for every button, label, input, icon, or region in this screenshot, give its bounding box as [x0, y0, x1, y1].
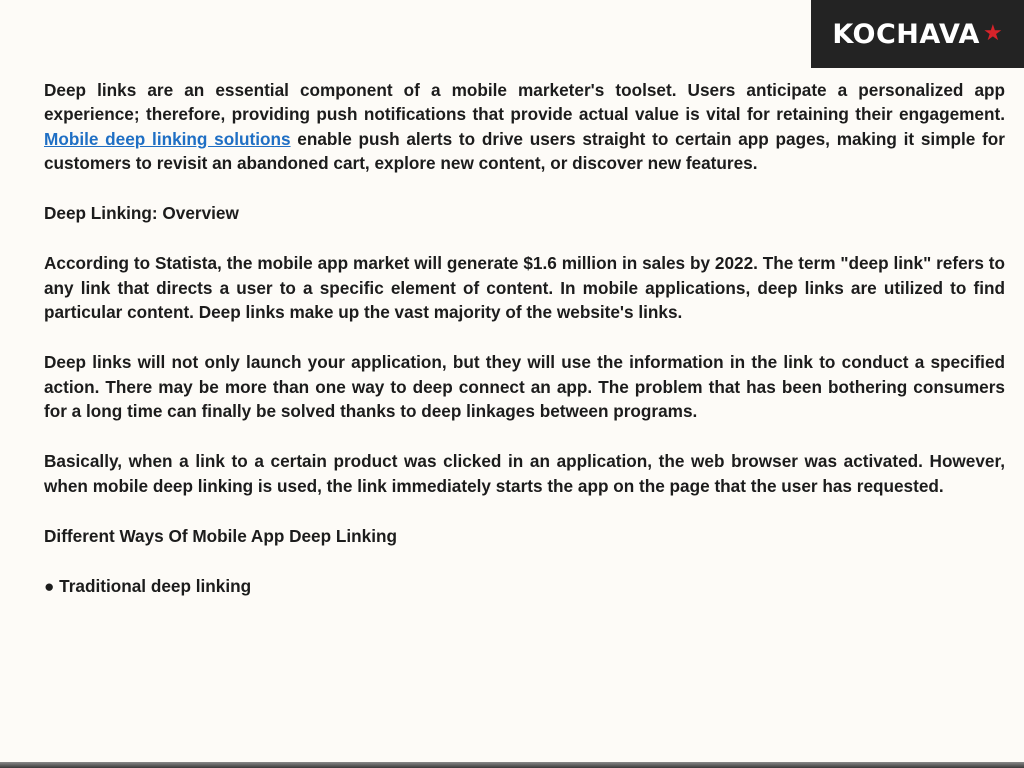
kochava-logo [811, 0, 1024, 68]
intro-text-before: Deep links are an essential component of a mobile marketer's toolset. Users anticipate a personalized app experience; therefore, providing push notifications that provide actual value is vital for retaining their engagement. [44, 80, 1005, 125]
intro-paragraph [44, 78, 1005, 175]
document-body [44, 78, 1005, 624]
star-icon: ★ [982, 20, 1003, 45]
ways-heading: Different Ways Of Mobile App Deep Linking [44, 525, 397, 546]
intro-text-after: enable push alerts to drive users straight to certain app pages, making it simple for customers to revisit an abandoned cart, explore new content, or discover new features. [44, 128, 1005, 173]
deep-links-action-paragraph: Deep links will not only launch your application, but they will use the information in the link to conduct a specified action. There may be more than one way to deep connect an app. The problem that has been bothering consumers for a long time can finally be solved thanks to deep linkages between programs. [44, 352, 1005, 421]
browser-paragraph: Basically, when a link to a certain product was clicked in an application, the web browser was activated. However, when mobile deep linking is used, the link immediately starts the app on the page that the user has requested. [44, 451, 1005, 496]
deep-linking-solutions-link[interactable]: Mobile deep linking solutions [44, 128, 291, 149]
statista-paragraph: According to Statista, the mobile app market will generate $1.6 million in sales by 2022. The term "deep link" refers to any link that directs a user to a specific element of content. In mobile applications, deep links are utilized to find particular content. Deep links make up the vast majority of the website's links. [44, 253, 1005, 323]
bullet-traditional: ● Traditional deep linking [44, 576, 252, 597]
bottom-divider [0, 762, 1024, 768]
overview-heading: Deep Linking: Overview [44, 203, 239, 224]
logo-text: KOCHAVA [832, 18, 980, 50]
